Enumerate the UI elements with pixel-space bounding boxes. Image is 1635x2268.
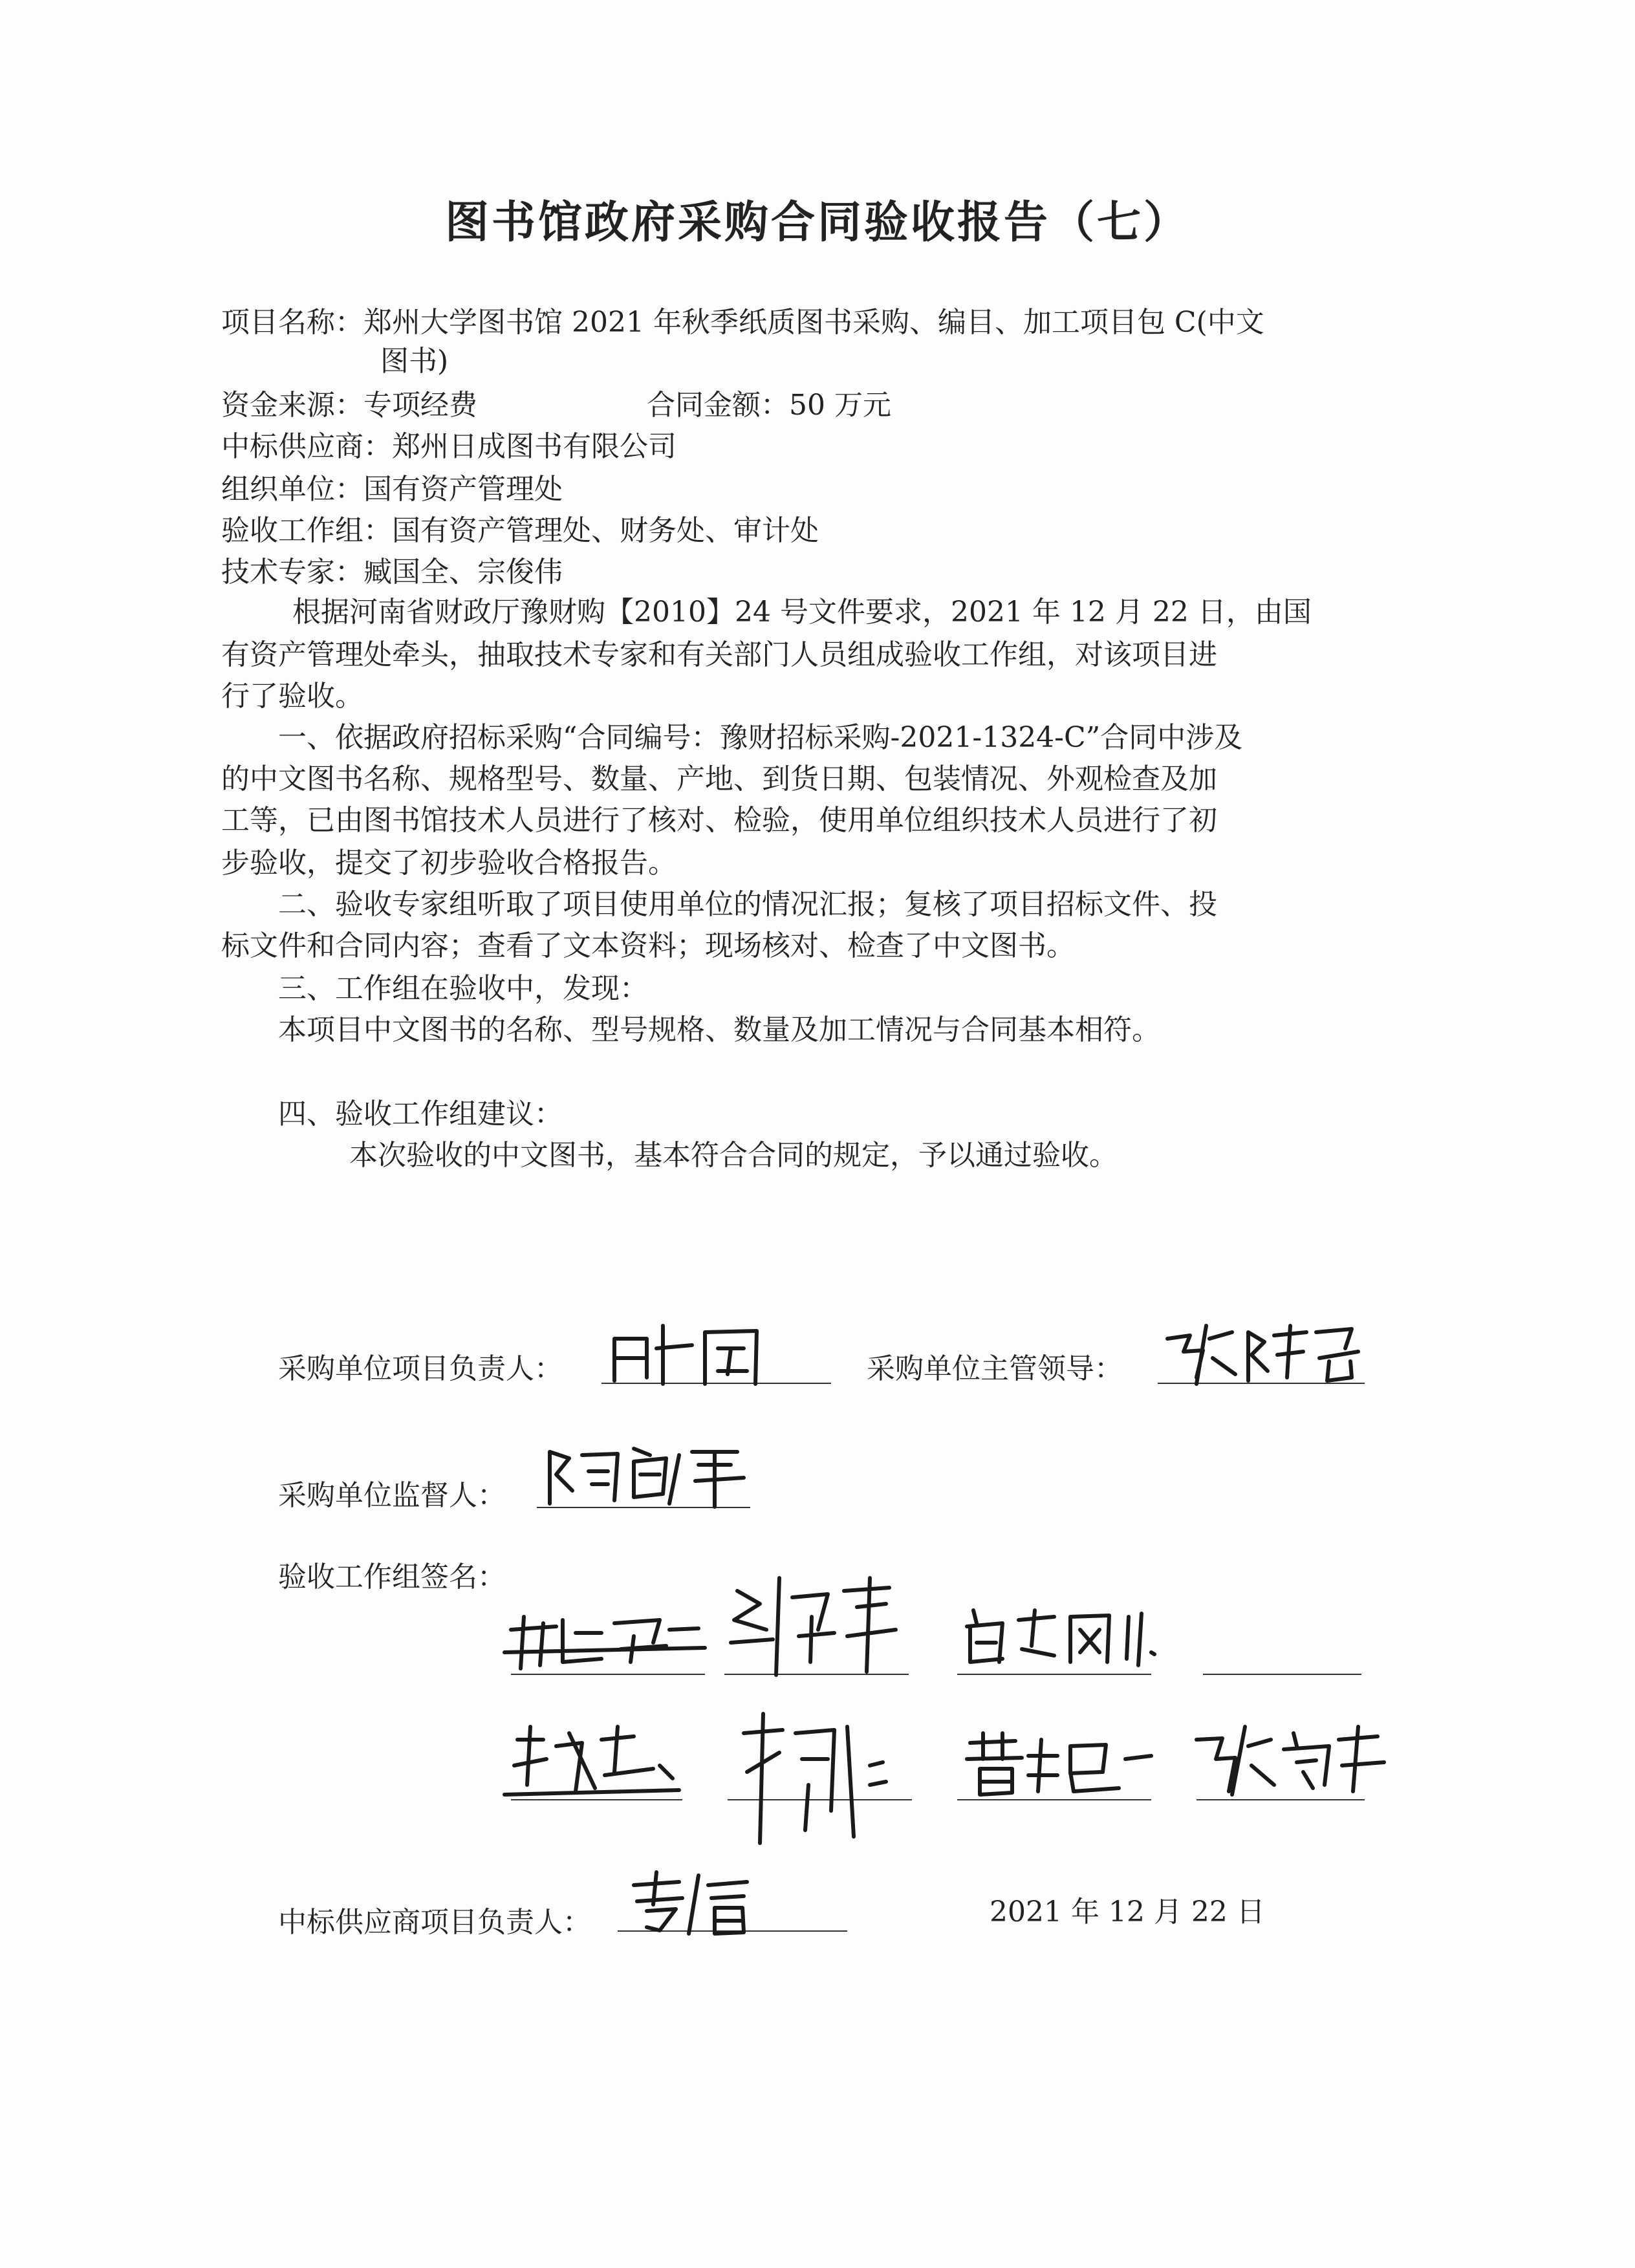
- supplier-lead-signature: [621, 1863, 763, 1940]
- supervising-leader-label: 采购单位主管领导：: [867, 1352, 1123, 1385]
- project-name: 项目名称：郑州大学图书馆 2021 年秋季纸质图书采购、编目、加工项目包 C(中文: [221, 306, 1264, 339]
- section4-title: 四、验收工作组建议：: [278, 1097, 563, 1130]
- group-member-signature-5: [504, 1714, 698, 1804]
- winning-supplier: 中标供应商：郑州日成图书有限公司: [221, 430, 677, 463]
- section2-line-2: 标文件和合同内容；查看了文本资料；现场核对、检查了中文图书。: [221, 929, 1075, 962]
- project-name-continued: 图书): [380, 345, 449, 378]
- group-member-signature-8: [1184, 1714, 1391, 1804]
- group-signature-line-4: [1203, 1674, 1361, 1675]
- section1-line-1: 一、依据政府招标采购“合同编号：豫财招标采购-2021-1324-C”合同中涉及: [278, 721, 1243, 754]
- supervisor-label: 采购单位监督人：: [278, 1479, 506, 1512]
- acceptance-group-signature-label: 验收工作组签名：: [278, 1561, 506, 1593]
- funding-source: 资金来源：专项经费: [221, 389, 477, 422]
- project-lead-signature: [601, 1319, 770, 1390]
- section2-line-1: 二、验收专家组听取了项目使用单位的情况汇报；复核了项目招标文件、投: [278, 888, 1217, 921]
- supplier-lead-label: 中标供应商项目负责人：: [278, 1906, 591, 1939]
- intro-line-3: 行了验收。: [221, 680, 363, 713]
- technical-experts: 技术专家：臧国全、宗俊伟: [221, 556, 563, 589]
- project-lead-label: 采购单位项目负责人：: [278, 1352, 563, 1385]
- report-date: 2021 年 12 月 22 日: [990, 1895, 1265, 1928]
- section4-text: 本次验收的中文图书，基本符合合同的规定，予以通过验收。: [349, 1139, 1118, 1172]
- group-member-signature-7: [957, 1720, 1164, 1804]
- section3-text: 本项目中文图书的名称、型号规格、数量及加工情况与合同基本相符。: [278, 1013, 1160, 1046]
- section3-title: 三、工作组在验收中，发现：: [278, 972, 648, 1005]
- intro-line-1: 根据河南省财政厅豫财购【2010】24 号文件要求，2021 年 12 月 22 日，由国: [292, 596, 1312, 629]
- group-member-signature-1: [504, 1597, 711, 1681]
- section1-line-2: 的中文图书名称、规格型号、数量、产地、到货日期、包装情况、外观检查及加: [221, 762, 1217, 795]
- group-member-signature-3: [957, 1597, 1171, 1675]
- document-title: 图书馆政府采购合同验收报告（七）: [444, 197, 1190, 248]
- group-member-signature-2: [721, 1565, 915, 1681]
- section1-line-4: 步验收，提交了初步验收合格报告。: [221, 847, 677, 880]
- section1-line-3: 工等，已由图书馆技术人员进行了核对、检验，使用单位组织技术人员进行了初: [221, 804, 1217, 837]
- acceptance-group: 验收工作组：国有资产管理处、财务处、审计处: [221, 514, 819, 547]
- supervisor-signature: [537, 1436, 757, 1513]
- organizing-unit: 组织单位：国有资产管理处: [221, 473, 563, 506]
- intro-line-2: 有资产管理处牵头，抽取技术专家和有关部门人员组成验收工作组，对该项目进: [221, 638, 1217, 671]
- group-member-signature-6: [731, 1701, 912, 1850]
- supervising-leader-signature: [1158, 1313, 1371, 1390]
- contract-amount: 合同金额：50 万元: [647, 389, 891, 422]
